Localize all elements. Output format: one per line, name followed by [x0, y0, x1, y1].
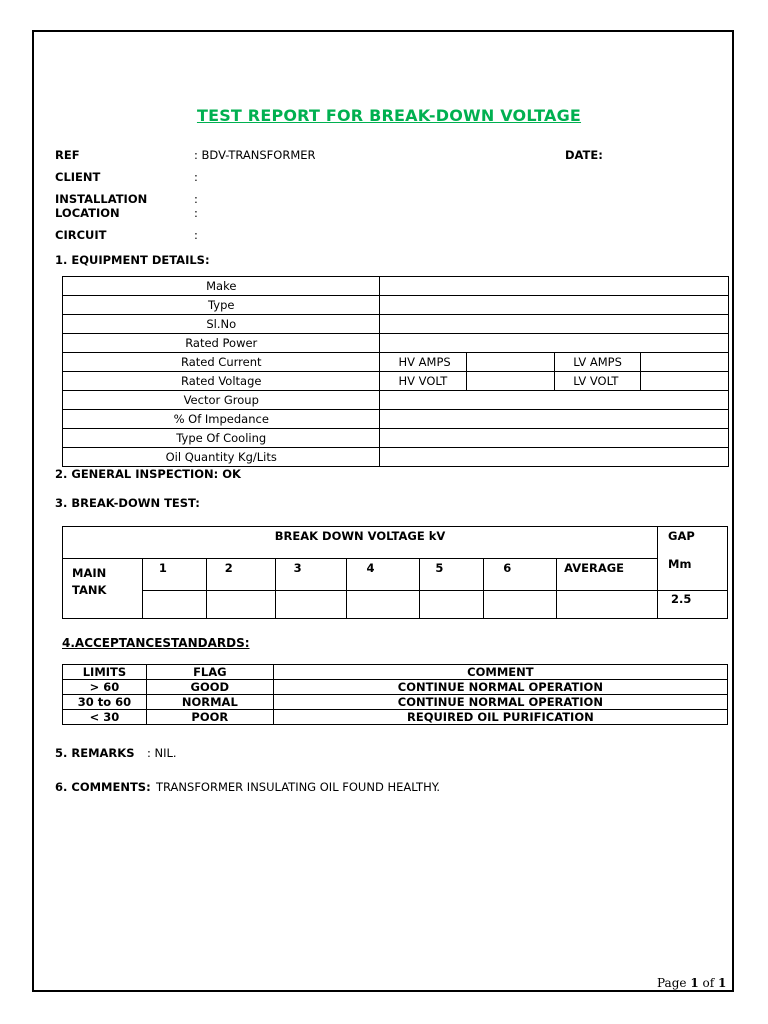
value-cell	[142, 591, 206, 619]
equipment-row-label: Oil Quantity Kg/Lits	[63, 448, 380, 467]
table-row	[63, 448, 729, 467]
table-row	[63, 591, 728, 619]
column-header: 1	[142, 559, 206, 591]
page-current: 1	[690, 976, 699, 990]
circuit-value: :	[194, 228, 198, 242]
flag-cell: GOOD	[146, 680, 273, 695]
remarks-value: : NIL.	[147, 746, 177, 760]
hv-volt-value	[467, 372, 555, 391]
value-cell	[206, 591, 275, 619]
circuit-label: CIRCUIT	[55, 228, 107, 242]
table-row	[63, 334, 729, 353]
equipment-value-cell	[380, 410, 729, 429]
column-header: 5	[420, 559, 484, 591]
table-row	[63, 429, 729, 448]
table-row	[63, 353, 729, 372]
remarks-label: 5. REMARKS	[55, 746, 135, 760]
table-row	[63, 665, 728, 680]
breakdown-heading: 3. BREAK-DOWN TEST:	[55, 496, 200, 510]
table-row	[63, 680, 728, 695]
equipment-value-cell	[380, 334, 729, 353]
table-row	[63, 372, 729, 391]
table-row	[63, 391, 729, 410]
limit-cell: > 60	[63, 680, 147, 695]
hv-amps-label: HV AMPS	[380, 353, 467, 372]
comment-cell: REQUIRED OIL PURIFICATION	[273, 710, 727, 725]
value-cell	[484, 591, 557, 619]
table-row	[63, 410, 729, 429]
header-cell: LIMITS	[63, 665, 147, 680]
value-cell	[275, 591, 346, 619]
column-header: 4	[346, 559, 420, 591]
value-cell	[420, 591, 484, 619]
breakdown-header: BREAK DOWN VOLTAGE kV	[63, 527, 658, 559]
equipment-value-cell	[380, 296, 729, 315]
comments-label: 6. COMMENTS:	[55, 780, 151, 794]
equipment-row-label: Rated Current	[63, 353, 380, 372]
lv-amps-label: LV AMPS	[555, 353, 641, 372]
limit-cell: 30 to 60	[63, 695, 147, 710]
hv-amps-value	[467, 353, 555, 372]
column-header: 2	[206, 559, 275, 591]
table-row	[63, 695, 728, 710]
general-inspection: 2. GENERAL INSPECTION: OK	[55, 467, 241, 481]
installation-label: INSTALLATION	[55, 192, 148, 206]
table-row	[63, 559, 728, 591]
main-tank-line1: MAIN	[72, 566, 107, 580]
limit-cell: < 30	[63, 710, 147, 725]
date-label: DATE:	[565, 148, 603, 162]
equipment-table	[62, 276, 729, 467]
main-tank-line2: TANK	[72, 583, 107, 597]
equipment-row-label: Sl.No	[63, 315, 380, 334]
hv-volt-label: HV VOLT	[380, 372, 467, 391]
column-header: 6	[484, 559, 557, 591]
lv-volt-value	[641, 372, 729, 391]
equipment-value-cell	[380, 429, 729, 448]
equipment-row-label: Type	[63, 296, 380, 315]
equipment-row-label: % Of Impedance	[63, 410, 380, 429]
flag-cell: NORMAL	[146, 695, 273, 710]
equipment-row-label: Make	[63, 277, 380, 296]
gap-value: 2.5	[658, 591, 728, 619]
comment-cell: CONTINUE NORMAL OPERATION	[273, 695, 727, 710]
page-label: Page	[657, 976, 687, 990]
gap-label: GAP	[668, 529, 695, 543]
comments-value: TRANSFORMER INSULATING OIL FOUND HEALTHY.	[156, 780, 441, 794]
equipment-row-label: Rated Voltage	[63, 372, 380, 391]
table-row	[63, 710, 728, 725]
lv-amps-value	[641, 353, 729, 372]
equipment-value-cell	[380, 448, 729, 467]
installation-value: :	[194, 192, 198, 206]
report-title: TEST REPORT FOR BREAK-DOWN VOLTAGE	[196, 106, 582, 125]
comment-cell: CONTINUE NORMAL OPERATION	[273, 680, 727, 695]
average-header: AVERAGE	[557, 559, 658, 591]
table-row	[63, 277, 729, 296]
equipment-value-cell	[380, 391, 729, 410]
ref-value: : BDV-TRANSFORMER	[194, 148, 316, 162]
lv-volt-label: LV VOLT	[555, 372, 641, 391]
equipment-heading: 1. EQUIPMENT DETAILS:	[55, 253, 210, 267]
equipment-row-label: Type Of Cooling	[63, 429, 380, 448]
page-of: of	[702, 976, 715, 990]
gap-header	[658, 527, 728, 591]
gap-unit: Mm	[668, 557, 692, 571]
equipment-value-cell	[380, 315, 729, 334]
main-tank-cell	[63, 559, 143, 619]
page-border	[32, 30, 734, 992]
page-footer	[657, 976, 726, 990]
acceptance-table	[62, 664, 728, 725]
client-value: :	[194, 170, 198, 184]
acceptance-heading: 4.ACCEPTANCESTANDARDS:	[62, 636, 250, 650]
page-total: 1	[718, 976, 727, 990]
header-cell: COMMENT	[273, 665, 727, 680]
table-row	[63, 315, 729, 334]
ref-label: REF	[55, 148, 80, 162]
location-label: LOCATION	[55, 206, 120, 220]
equipment-row-label: Vector Group	[63, 391, 380, 410]
location-value: :	[194, 206, 198, 220]
value-cell	[557, 591, 658, 619]
equipment-row-label: Rated Power	[63, 334, 380, 353]
column-header: 3	[275, 559, 346, 591]
client-label: CLIENT	[55, 170, 101, 184]
table-row	[63, 527, 728, 559]
equipment-value-cell	[380, 277, 729, 296]
breakdown-table	[62, 526, 728, 619]
value-cell	[346, 591, 420, 619]
header-cell: FLAG	[146, 665, 273, 680]
table-row	[63, 296, 729, 315]
flag-cell: POOR	[146, 710, 273, 725]
